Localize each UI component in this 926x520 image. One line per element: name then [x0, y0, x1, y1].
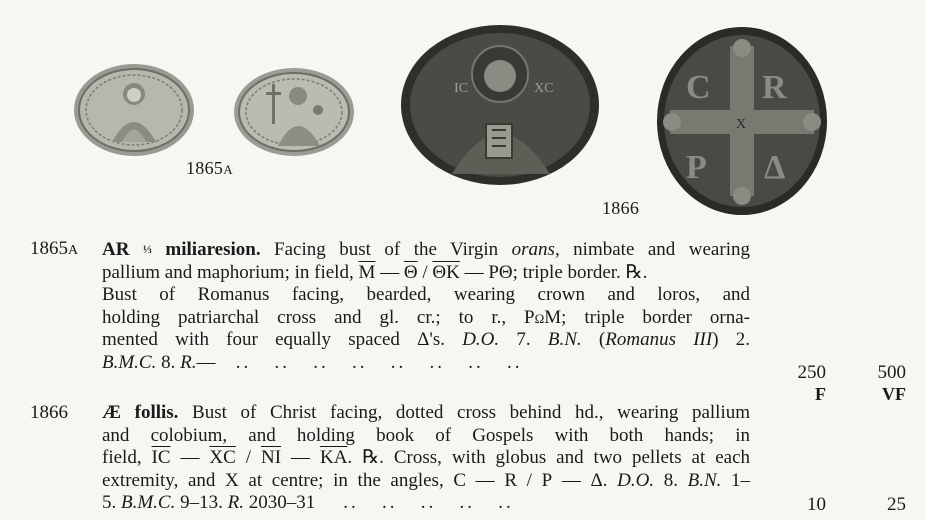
entry-line: field, $\overline{IC}$ — $\overline{XC} / \overline{NI}$ — $\overline{KA}$. ℞. Cross, with globus and two pellets at each: [102, 447, 751, 468]
catalogue-entry-1866: [30, 402, 910, 520]
figure-caption-1866: 1866: [602, 198, 640, 218]
entry-line: Æ follis. Bust of Christ facing, dotted cross behind hd., wearing pallium: [102, 402, 750, 423]
entry-line: Bust of Romanus facing, bearded, wearing crown and loros, and: [102, 284, 750, 305]
svg-text:P: P: [686, 149, 707, 186]
svg-text:X: X: [736, 117, 747, 132]
entry-line: holding patriarchal cross and gl. cr.; to r., PωM; triple border orna-: [102, 306, 750, 328]
entry-line: 5. B.M.C. 9–13. R. 2030–31 .. .. .. .. ..: [102, 492, 514, 513]
entry-number: 1866: [30, 402, 68, 423]
entry-description: [102, 238, 750, 374]
price-vf: 25: [887, 494, 906, 515]
svg-text:IC: IC: [454, 81, 468, 96]
svg-text:R: R: [762, 69, 787, 106]
price-vf: 500: [877, 362, 906, 383]
entry-description: [102, 402, 750, 515]
coin-1865a-obverse: [72, 62, 196, 158]
svg-text:Δ: Δ: [764, 149, 786, 186]
entry-line: AR ⅓ miliaresion. Facing bust of the Virgin orans, nimbate and wearing: [102, 239, 750, 260]
coin-1866-obverse: [400, 24, 600, 186]
price-f: 250: [797, 362, 826, 383]
entry-line: B.M.C. 8. R.— .. .. .. .. .. .. .. ..: [102, 351, 523, 373]
svg-text:C: C: [686, 69, 711, 106]
svg-text:XC: XC: [534, 81, 554, 96]
grade-f-label: F: [815, 384, 826, 404]
figure-caption-1865a: 1865A: [186, 158, 233, 178]
grade-vf-label: VF: [882, 384, 906, 404]
price-f: 10: [807, 494, 826, 515]
entry-line: and colobium, and holding book of Gospels with both hands; in: [102, 424, 750, 446]
entry-line: mented with four equally spaced Δ's. D.O. 7. B.N. (Romanus III) 2.: [102, 329, 751, 350]
catalogue-entry-1865a: [30, 238, 910, 383]
coin-1865a-reverse: [232, 66, 356, 158]
entry-line: pallium and maphorium; in field, $\overline{M}$ — $\overline{\Theta} / \overline{\Theta K}$ — PΘ; triple border. ℞.: [102, 261, 648, 283]
entry-number: 1865A: [30, 238, 79, 259]
entry-line: extremity, and X at centre; in the angles, C — R / P — Δ. D.O. 8. B.N. 1–: [102, 469, 751, 491]
coin-1866-reverse: [656, 26, 828, 216]
